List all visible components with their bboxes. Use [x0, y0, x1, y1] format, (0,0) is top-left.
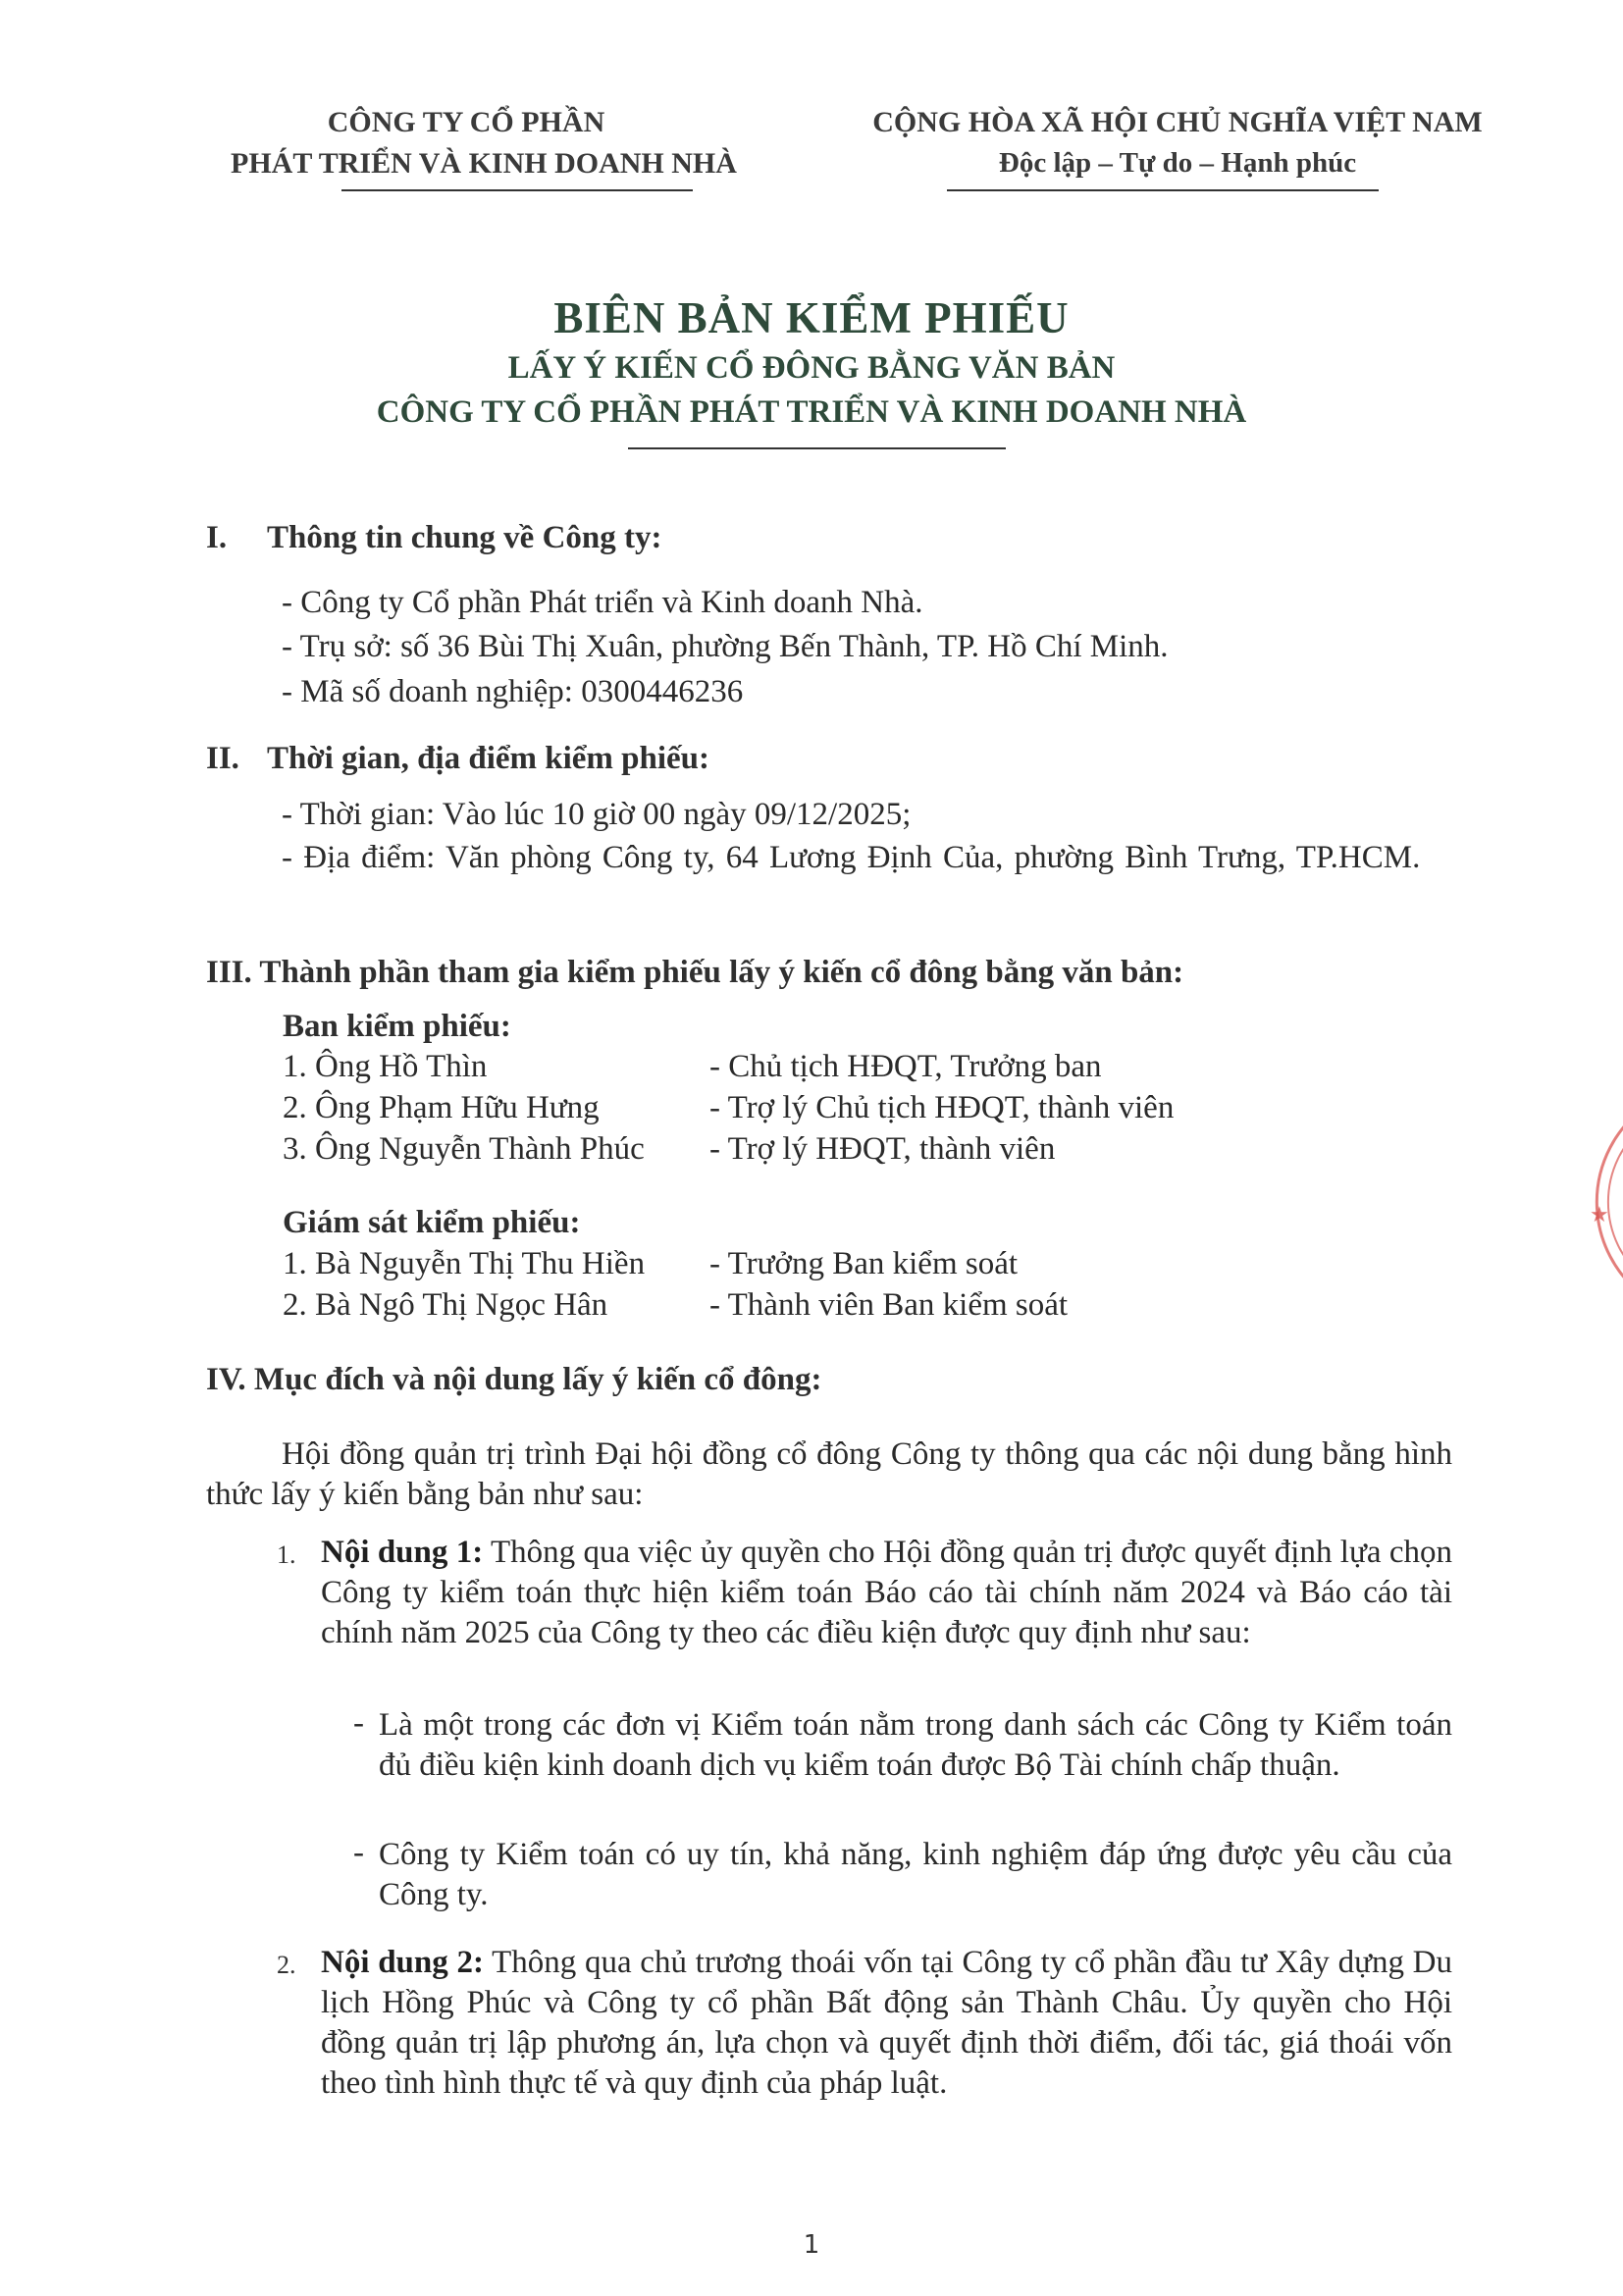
document-subtitle-2: CÔNG TY CỔ PHẦN PHÁT TRIỂN VÀ KINH DOANH NHÀ — [376, 394, 1247, 430]
item-2-number: 2. — [277, 1951, 296, 1979]
supervisor-name: 1. Bà Nguyễn Thị Thu Hiền — [283, 1246, 646, 1281]
page-number: 1 — [803, 2230, 820, 2260]
supervisor-role: - Thành viên Ban kiểm soát — [709, 1287, 1069, 1323]
left-header-underline — [341, 189, 693, 191]
item-2-content — [321, 1943, 1452, 2104]
company-name-line2: PHÁT TRIỂN VÀ KINH DOANH NHÀ — [231, 147, 737, 180]
document-subtitle-1: LẤY Ý KIẾN CỔ ĐÔNG BẰNG VĂN BẢN — [507, 350, 1116, 386]
section-3-heading: III. Thành phần tham gia kiểm phiếu lấy ý kiến cổ đông bằng văn bản: — [206, 955, 1184, 990]
company-name-line1: CÔNG TY CỔ PHẦN — [327, 106, 605, 138]
item-2-label: Nội dung 2: — [321, 1945, 484, 1980]
supervisor-name: 2. Bà Ngô Thị Ngọc Hân — [283, 1287, 608, 1323]
section-2-heading: Thời gian, địa điểm kiểm phiếu: — [267, 741, 710, 776]
section-2-number: II. — [206, 741, 239, 776]
section-1-number: I. — [206, 520, 228, 555]
section-4-intro: Hội đồng quản trị trình Đại hội đồng cổ đông Công ty thông qua các nội dung bằng hình thức lấy ý kiến bằng bản như sau: — [206, 1436, 1452, 1512]
section-4-heading: IV. Mục đích và nội dung lấy ý kiến cổ đông: — [206, 1362, 822, 1397]
item-1-text: Thông qua việc ủy quyền cho Hội đồng quản trị được quyết định lựa chọn Công ty kiểm toán thực hiện kiểm toán Báo cáo tài chính năm 2024 và Báo cáo tài chính năm 2025 của Công ty theo các điều kiện được quy định như sau: — [321, 1535, 1452, 1650]
company-info-address: - Trụ sở: số 36 Bùi Thị Xuân, phường Bến Thành, TP. Hồ Chí Minh. — [282, 629, 1169, 664]
bullet-dash: - — [353, 1835, 364, 1870]
board-member-role: - Trợ lý HĐQT, thành viên — [709, 1131, 1056, 1167]
section-1-heading: Thông tin chung về Công ty: — [267, 520, 662, 555]
board-member-name: 2. Ông Phạm Hữu Hưng — [283, 1090, 600, 1125]
board-member-name: 1. Ông Hồ Thìn — [283, 1049, 488, 1084]
document-title: BIÊN BẢN KIỂM PHIẾU — [553, 293, 1070, 342]
bullet-dash: - — [353, 1705, 364, 1741]
counting-board-title: Ban kiểm phiếu: — [283, 1009, 511, 1044]
counting-time: - Thời gian: Vào lúc 10 giờ 00 ngày 09/12/2025; — [282, 797, 912, 832]
company-info-name: - Công ty Cổ phần Phát triển và Kinh doanh Nhà. — [282, 585, 923, 620]
country-name: CỘNG HÒA XÃ HỘI CHỦ NGHĨA VIỆT NAM — [872, 106, 1483, 138]
item-1-bullet: Là một trong các đơn vị Kiểm toán nằm trong danh sách các Công ty Kiểm toán đủ điều kiện kinh doanh dịch vụ kiểm toán được Bộ Tài chính chấp thuận. — [379, 1707, 1452, 1783]
board-member-name: 3. Ông Nguyễn Thành Phúc — [283, 1131, 645, 1167]
board-member-role: - Chủ tịch HĐQT, Trưởng ban — [709, 1049, 1102, 1084]
board-member-role: - Trợ lý Chủ tịch HĐQT, thành viên — [709, 1090, 1175, 1125]
item-2-text: Thông qua chủ trương thoái vốn tại Công ty cổ phần đầu tư Xây dựng Du lịch Hồng Phúc và Công ty cổ phần Bất động sản Thành Châu. Ủy quyền cho Hội đồng quản trị lập phương án, lựa chọn và quyết định thời điểm, đối tác, giá thoái vốn theo tình hình thực tế và quy định của pháp luật. — [321, 1945, 1452, 2101]
counting-place: - Địa điểm: Văn phòng Công ty, 64 Lương Định Của, phường Bình Trưng, TP.HCM. — [282, 840, 1421, 875]
item-1-bullet: Công ty Kiểm toán có uy tín, khả năng, kinh nghiệm đáp ứng được yêu cầu của Công ty. — [379, 1837, 1452, 1912]
supervisor-title: Giám sát kiểm phiếu: — [283, 1205, 581, 1240]
company-seal-icon — [1554, 1099, 1623, 1305]
supervisor-role: - Trưởng Ban kiểm soát — [709, 1246, 1019, 1281]
item-1-content — [321, 1533, 1452, 1653]
title-underline — [628, 447, 1006, 449]
right-header-underline — [947, 189, 1379, 191]
item-1-label: Nội dung 1: — [321, 1535, 484, 1570]
item-1-number: 1. — [277, 1540, 296, 1569]
national-motto: Độc lập – Tự do – Hạnh phúc — [998, 147, 1357, 179]
company-info-tax-code: - Mã số doanh nghiệp: 0300446236 — [282, 674, 744, 709]
svg-text:★: ★ — [1590, 1203, 1609, 1227]
